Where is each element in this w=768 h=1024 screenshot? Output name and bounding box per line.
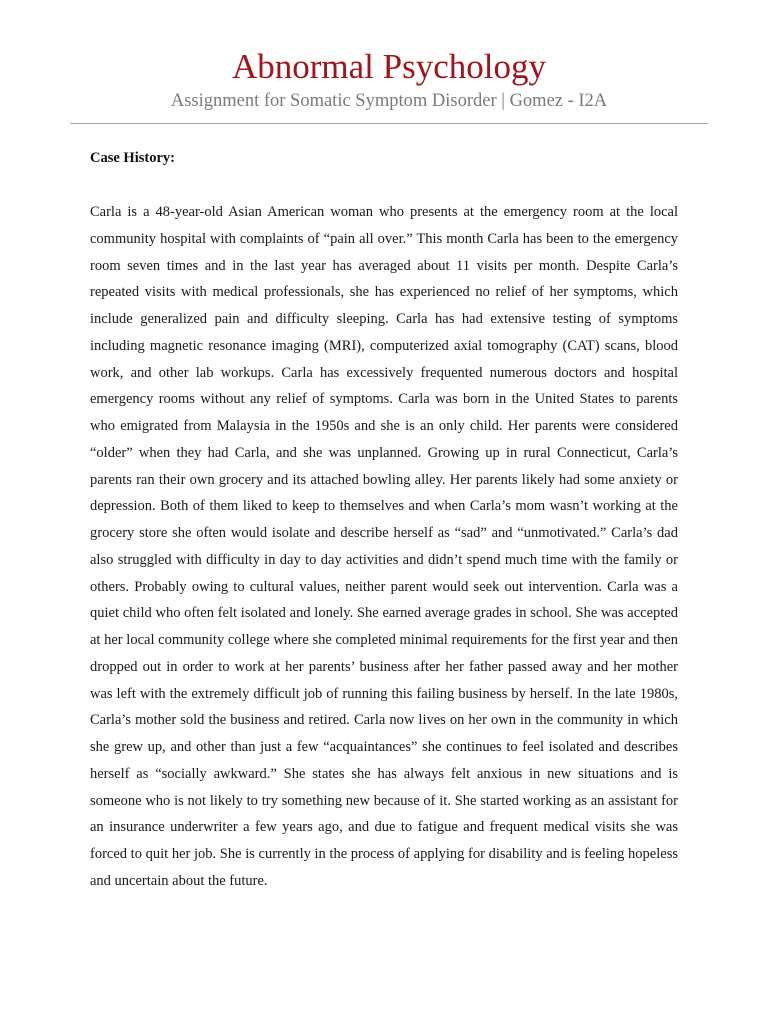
section-heading: Case History:: [90, 150, 175, 166]
header-divider: [70, 123, 708, 124]
document-subtitle: Assignment for Somatic Symptom Disorder | Gomez - I2A: [170, 91, 608, 111]
case-history-paragraph: Carla is a 48-year-old Asian American woman who presents at the emergency room at the local community hospital with complaints of “pain all over.” This month Carla has been to the emergency room seven times and in the last year has averaged about 11 visits per month. Despite Carla’s repeated visits with medical professionals, she has experienced no relief of her symptoms, which include generalized pain and difficulty sleeping. Carla has had extensive testing of symptoms including magnetic resonance imaging (MRI), computerized axial tomography (CAT) scans, blood work, and other lab workups. Carla has excessively frequented numerous doctors and hospital emergency rooms without any relief of symptoms. Carla was born in the United States to parents who emigrated from Malaysia in the 1950s and she is an only child. Her parents were considered “older” when they had Carla, and she was unplanned. Growing up in rural Connecticut, Carla’s parents ran their own grocery and its attached bowling alley. Her parents likely had some anxiety or depression. Both of them liked to keep to themselves and when Carla’s mom wasn’t working at the grocery store she often would isolate and describe herself as “sad” and “unmotivated.” Carla’s dad also struggled with difficulty in day to day activities and didn’t spend much time with the family or others. Probably owing to cultural values, neither parent would seek out intervention. Carla was a quiet child who often felt isolated and lonely. She earned average grades in school. She was accepted at her local community college where she completed minimal requirements for the first year and then dropped out in order to work at her parents’ business after her father passed away and her mother was left with the extremely difficult job of running this failing business by herself. In the late 1980s, Carla’s mother sold the business and retired. Carla now lives on her own in the community in which she grew up, and other than just a few “acquaintances” she continues to feel isolated and describes herself as “socially awkward.” She states she has always felt anxious in new situations and is someone who is not likely to try something new because of it. She started working as an assistant for an insurance underwriter a few years ago, and due to fatigue and frequent medical visits she was forced to quit her job. She is currently in the process of applying for disability and is feeling hopeless and uncertain about the future.: [90, 204, 678, 889]
document-title: Abnormal Psychology: [231, 47, 546, 86]
